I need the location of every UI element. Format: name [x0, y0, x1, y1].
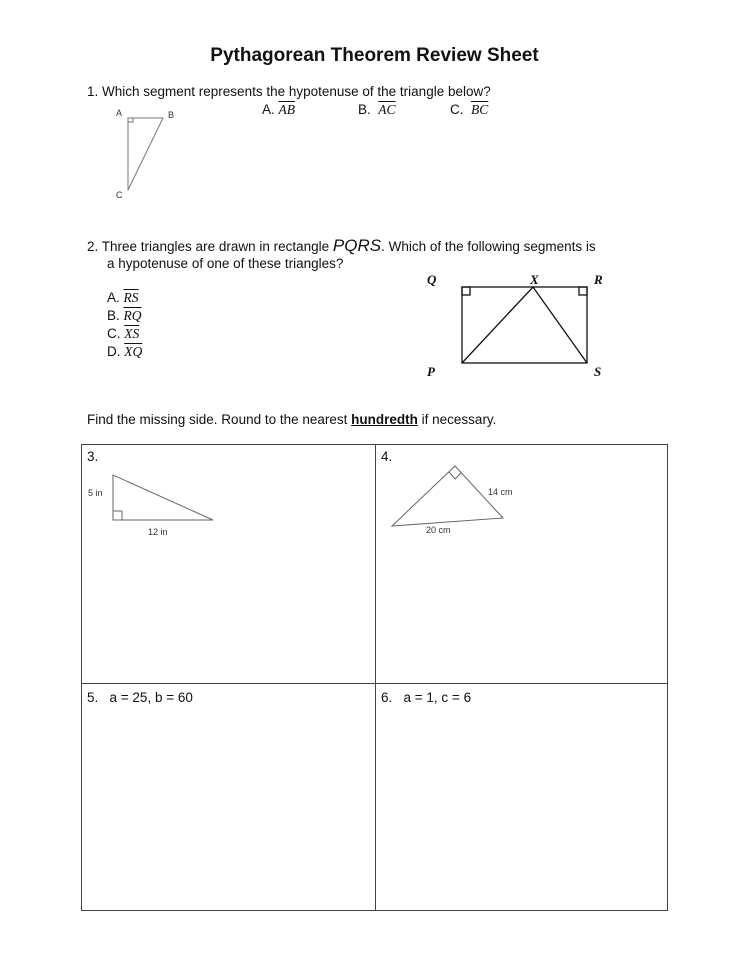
- q1-choice-a: A. $\overline{AB}$: [262, 102, 296, 117]
- page-title: Pythagorean Theorem Review Sheet: [210, 45, 539, 66]
- question-2-text: 2. Three triangles are drawn in rectangle PQRS. Which of the following segments is: [87, 236, 596, 255]
- vertex-c-label: C: [116, 190, 123, 200]
- q1-choice-b: B. $\overline{AC}$: [358, 102, 396, 117]
- question-2-line2: a hypotenuse of one of these triangles?: [107, 256, 344, 271]
- q2-choice-a: A. $\overline{RS}$: [107, 290, 139, 305]
- problem-4-leg: 14 cm: [488, 487, 513, 497]
- vertex-x-label: X: [530, 272, 539, 287]
- problem-5: 5. a = 25, b = 60: [87, 690, 193, 705]
- answer-grid: [81, 444, 668, 911]
- vertex-r-label: R: [594, 272, 603, 287]
- problem-3-number: 3.: [87, 449, 99, 464]
- q2-choice-c: C. $\overline{XS}$: [107, 326, 140, 341]
- triangle-problem-4: [392, 466, 503, 526]
- vertex-s-label: S: [594, 364, 602, 379]
- q2-choice-b: B. $\overline{RQ}$: [107, 308, 142, 323]
- problem-4-hyp: 20 cm: [426, 525, 451, 535]
- triangle-abc: [128, 118, 163, 190]
- question-1-text: 1. Which segment represents the hypotenuse of the triangle below?: [87, 84, 491, 99]
- vertex-p-label: P: [427, 364, 435, 379]
- vertex-b-label: B: [168, 110, 175, 120]
- vertex-q-label: Q: [427, 272, 437, 287]
- rectangle-pqrs: [462, 287, 587, 363]
- problem-3-leg1: 5 in: [88, 488, 103, 498]
- problem-4-number: 4.: [381, 449, 393, 464]
- q2-choice-d: D. $\overline{XQ}$: [107, 344, 143, 359]
- vertex-a-label: A: [116, 108, 123, 118]
- problem-6: 6. a = 1, c = 6: [381, 690, 472, 705]
- instructions: Find the missing side. Round to the nearest hundredth if necessary.: [87, 412, 497, 427]
- triangle-problem-3: [113, 475, 213, 520]
- problem-3-leg2: 12 in: [148, 527, 168, 537]
- q1-choice-c: C. $\overline{BC}$: [450, 102, 489, 117]
